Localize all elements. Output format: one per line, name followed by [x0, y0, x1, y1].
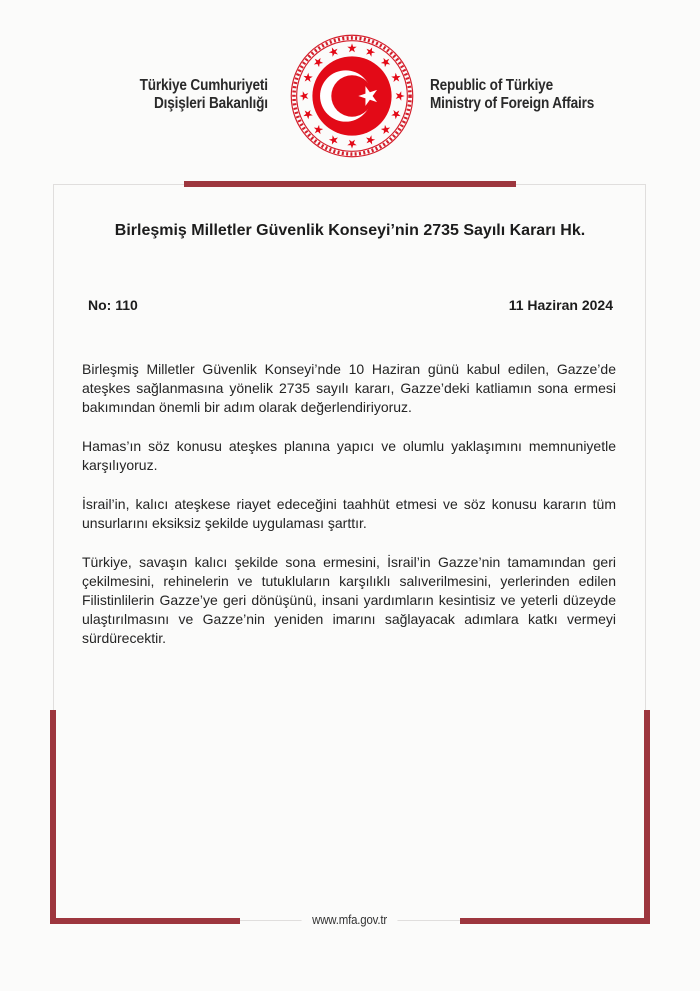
ministry-name-english-line2: Ministry of Foreign Affairs	[430, 94, 595, 112]
footer	[0, 911, 700, 929]
right-accent-bar	[644, 710, 650, 924]
body-paragraph: Türkiye, savaşın kalıcı şekilde sona ermesini, İsrail’in Gazze’nin tamamından geri çekilmesini, rehinelerin ve tutukluların karşılıklı salıverilmesini, yerlerinden edilen Filistinlilerin Gazze’ye geri dönüşünü, insani yardımların kesintisiz ve yeterli düzeyde ulaştırılmasını ve Gazze’nin yeniden imarını sağlayacak adımlara katkı vermeyi sürdürecektir.	[82, 554, 616, 646]
turkiye-mfa-emblem-icon	[289, 33, 415, 159]
body-paragraph: Birleşmiş Milletler Güvenlik Konseyi’nde 10 Haziran günü kabul edilen, Gazze’de ateşkes sağlanmasına yönelik 2735 sayılı kararı, Gazze’deki katliamın sona ermesi bakımından önemli bir adım olarak değerlendiriyoruz.	[82, 361, 616, 415]
ministry-name-english	[430, 77, 594, 112]
ministry-name-turkish-line1: Türkiye Cumhuriyeti	[139, 77, 268, 94]
website-url: www.mfa.gov.tr	[302, 912, 398, 927]
body-paragraph: İsrail’in, kalıcı ateşkese riayet edeceğini taahhüt etmesi ve söz konusu kararın tüm unsurlarını eksiksiz şekilde uygulaması şarttır.	[82, 496, 616, 531]
document-number: No: 110	[88, 297, 138, 313]
ministry-name-english-line1: Republic of Türkiye	[430, 77, 553, 94]
ministry-name-turkish	[140, 77, 268, 112]
document-title: Birleşmiş Milletler Güvenlik Konseyi’nin 2735 Sayılı Kararı Hk.	[114, 222, 586, 239]
body-paragraph: Hamas’ın söz konusu ateşkes planına yapıcı ve olumlu yaklaşımını memnuniyetle karşılıyoruz.	[82, 438, 616, 473]
left-accent-bar	[50, 710, 56, 924]
ministry-name-turkish-line2: Dışişleri Bakanlığı	[154, 94, 268, 112]
document-body	[82, 360, 616, 668]
header-accent-bar	[184, 181, 516, 187]
document-date: 11 Haziran 2024	[508, 297, 613, 313]
